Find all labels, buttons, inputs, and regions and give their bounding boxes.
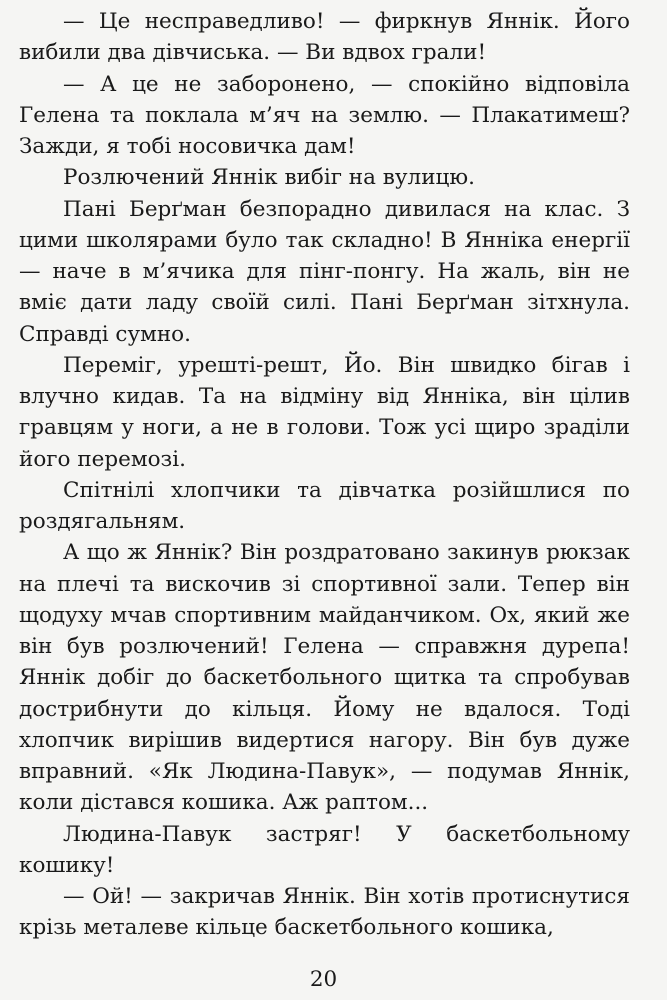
paragraph-3: Розлючений Яннік вибіг на вулицю. bbox=[63, 165, 475, 191]
paragraph-2: — А це не заборонено, — спокійно відповіла Гелена та поклала м’яч на землю. — Плакатимеш? Зажди, я тобі носовичка дам! bbox=[19, 71, 630, 159]
paragraph-1: — Це несправедливо! — фиркнув Яннік. Його вибили два дівчиська. — Ви вдвох грали! bbox=[19, 9, 630, 66]
paragraph-4: Пані Берґман безпорадно дивилася на клас. З цими школярами було так складно! В Янніка енергії — наче в м’ячика для пінг-понгу. На жаль, він не вміє дати ладу своїй силі. Пані Берґман зітхнула. Справді сумно. bbox=[19, 196, 630, 347]
page-text bbox=[19, 6, 630, 944]
paragraph-5: Переміг, урешті-решт, Йо. Він швидко бігав і влучно кидав. Та на відміну від Янніка, він цілив гравцям у ноги, а не в голови. Тож усі щиро зраділи його перемозі. bbox=[19, 352, 630, 472]
paragraph-8: Людина-Павук застряг! У баскетбольному кошику! bbox=[19, 821, 630, 878]
paragraph-9: — Ой! — закричав Яннік. Він хотів протиснутися крізь металеве кільце баскетбольного кошика, bbox=[19, 884, 630, 941]
page-number: 20 bbox=[309, 967, 338, 992]
paragraph-6: Спітнілі хлопчики та дівчатка розійшлися по роздягальням. bbox=[19, 477, 630, 534]
paragraph-7: А що ж Яннік? Він роздратовано закинув рюкзак на плечі та вискочив зі спортивної зали. Тепер він щодуху мчав спортивним майданчиком. Ох, який же він був розлючений! Гелена — справжня дурепа! Яннік добіг до баскетбольного щитка та спробував дострибнути до кільця. Йому не вдалося. Тоді хлопчик вирішив видертися нагору. Він був дуже вправний. «Як Людина-Павук», — подумав Яннік, коли дістався кошика. Аж раптом... bbox=[19, 540, 630, 816]
